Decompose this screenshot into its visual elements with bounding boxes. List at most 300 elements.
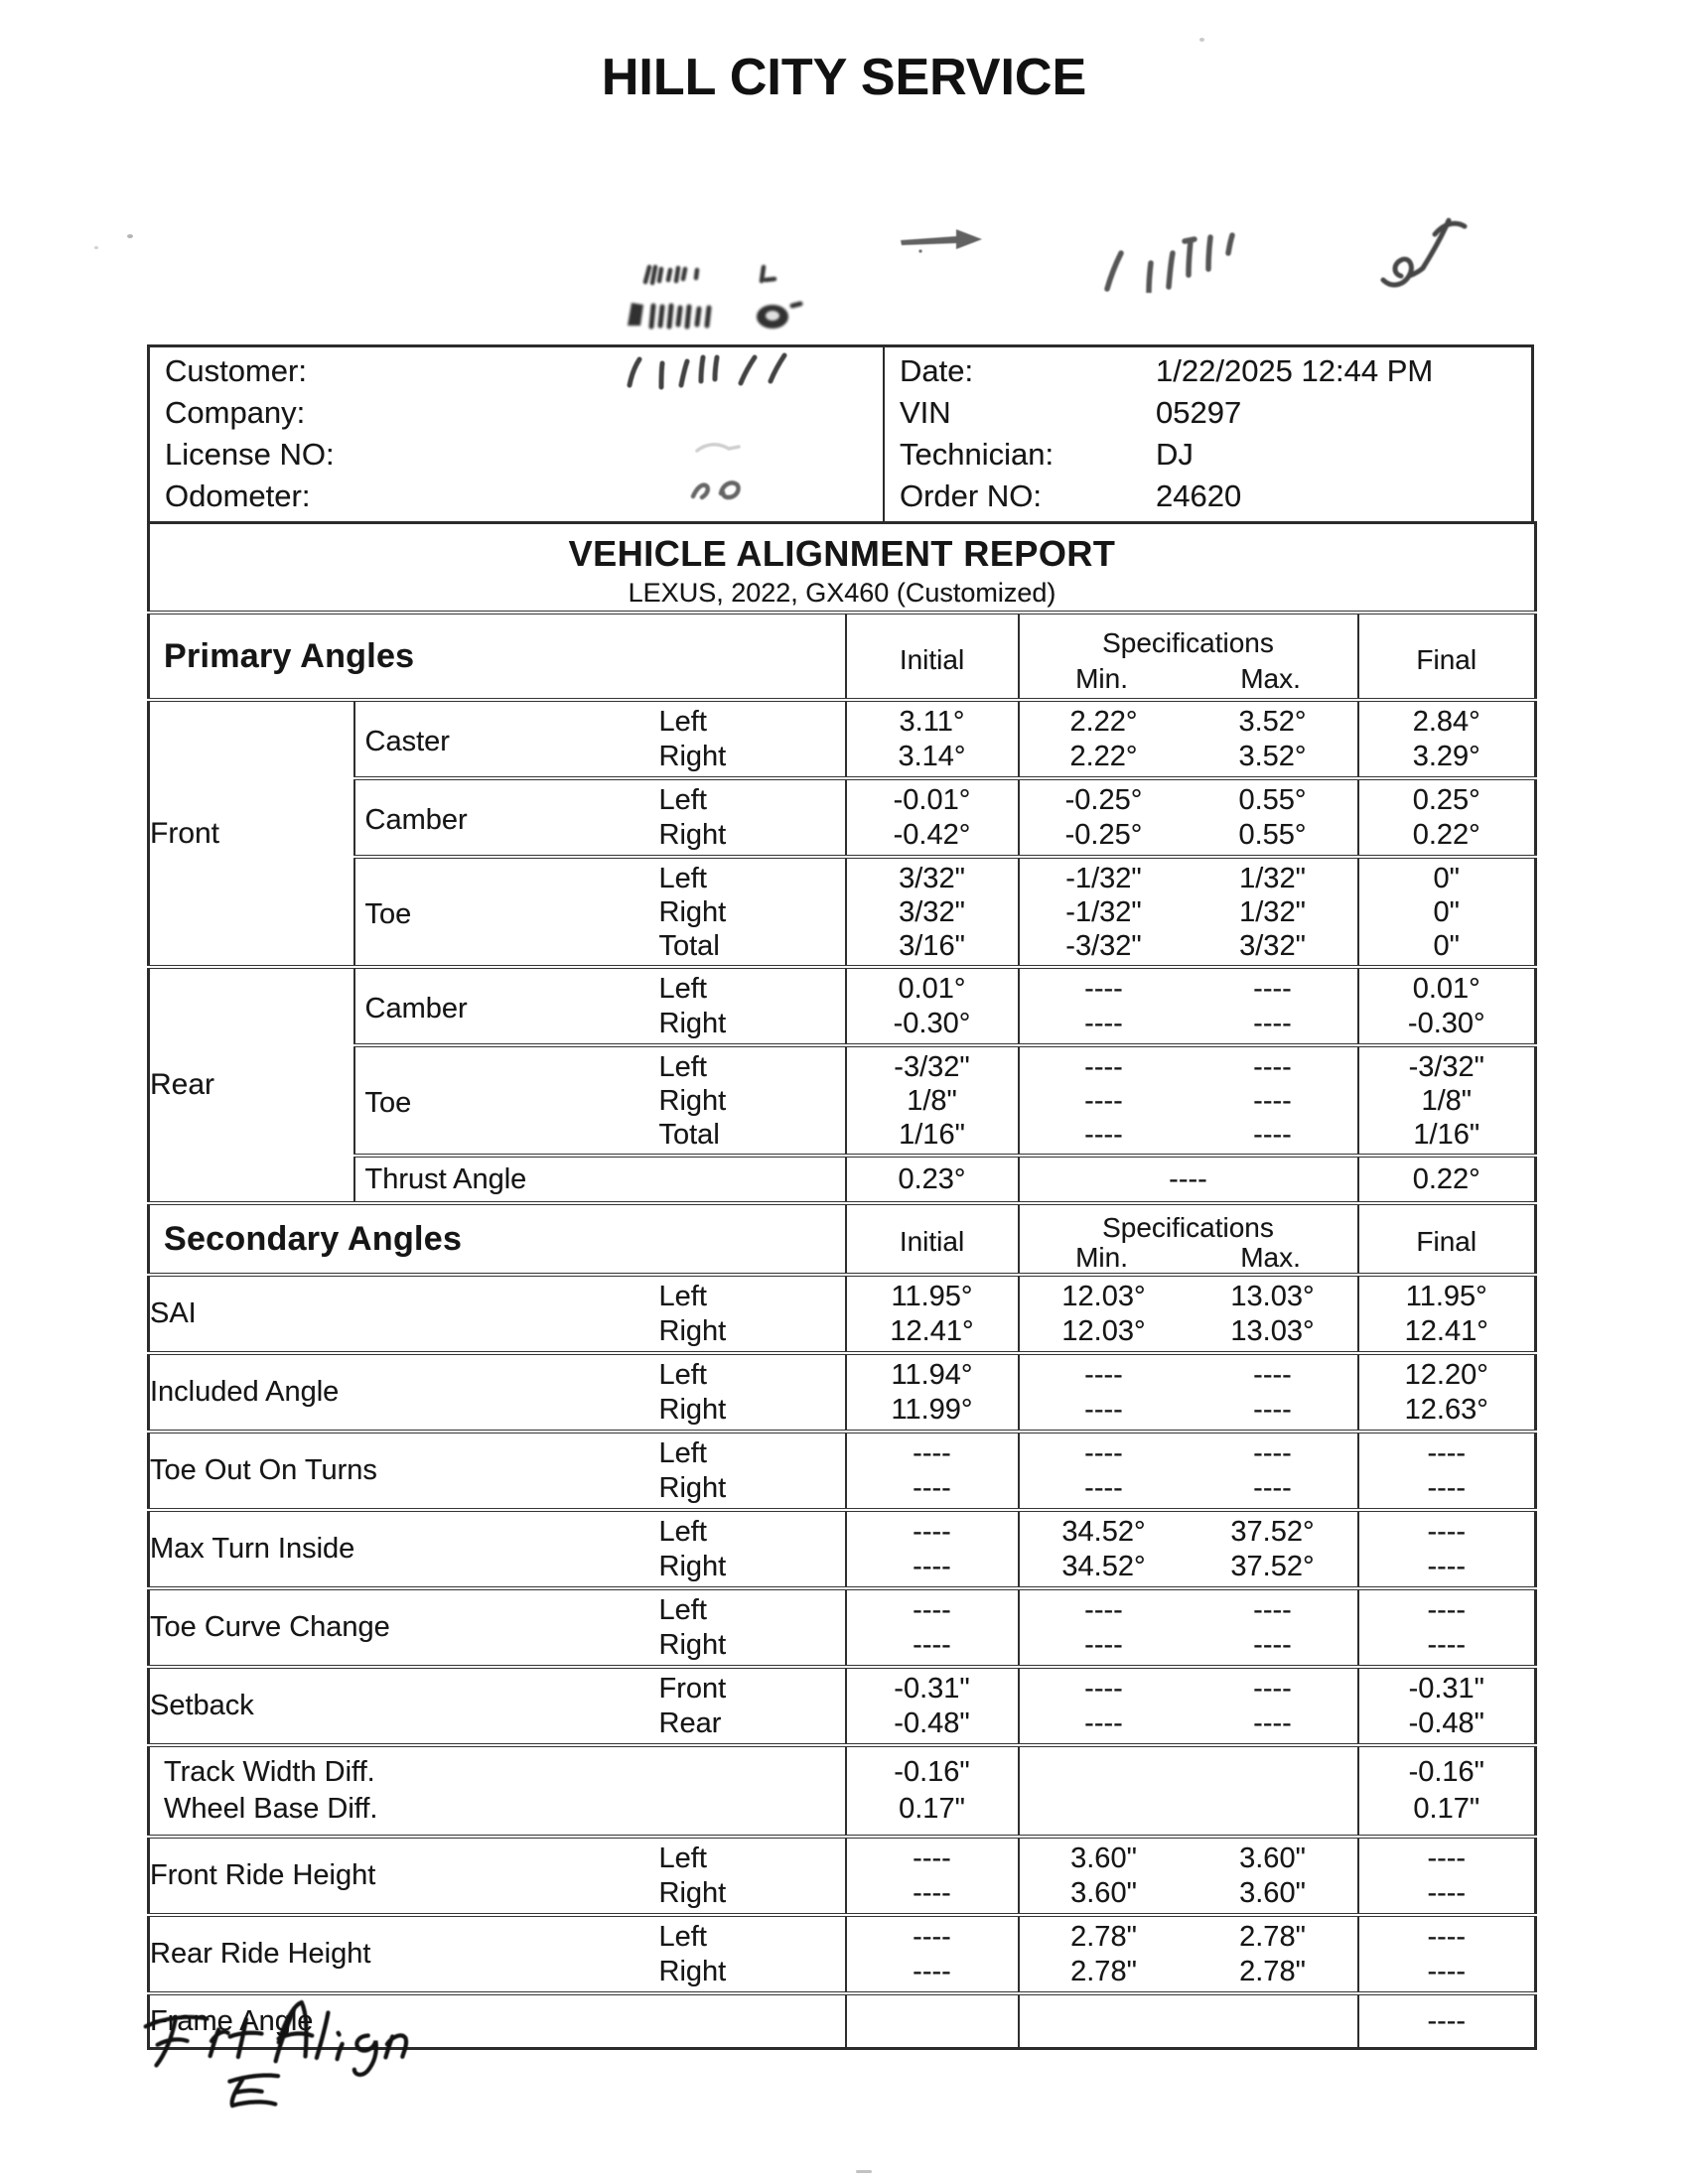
final-value-cell — [1358, 700, 1536, 778]
toe-label: Toe — [364, 1087, 412, 1119]
final-value: ---- — [1427, 1436, 1467, 1469]
spec-value-cell — [1019, 1156, 1358, 1203]
final-value: 2.84° — [1412, 705, 1480, 738]
initial-value: ---- — [913, 1471, 951, 1504]
pos-label: Left — [658, 972, 707, 1005]
front-ride-height-label: Front Ride Height — [149, 1837, 637, 1915]
specifications-column-header — [1019, 613, 1358, 700]
table-row — [149, 1275, 1536, 1353]
initial-value-cell — [846, 1837, 1019, 1915]
final-value: 0.17" — [1413, 1793, 1480, 1825]
max-value-cell — [1189, 1837, 1358, 1915]
table-row — [149, 1432, 1536, 1510]
final-value: ---- — [1427, 1515, 1467, 1548]
initial-column-header — [846, 613, 1019, 700]
max-value: 13.03° — [1230, 1280, 1315, 1312]
max-value: ---- — [1253, 1007, 1292, 1039]
initial-value: 1/8" — [907, 1084, 957, 1117]
pos-label: Left — [658, 1920, 707, 1953]
initial-value-cell — [846, 1745, 1019, 1837]
attr-label — [354, 700, 637, 778]
initial-value: 0.01° — [898, 972, 966, 1005]
min-value-cell — [1019, 1045, 1189, 1156]
vehicle-description: LEXUS, 2022, GX460 (Customized) — [628, 577, 1056, 608]
max-turn-inside-label: Max Turn Inside — [149, 1510, 637, 1588]
min-value: ---- — [1084, 1393, 1123, 1426]
toe-label: Toe — [364, 898, 412, 930]
max-value: 37.52° — [1230, 1515, 1315, 1548]
pos-label: Total — [658, 929, 720, 962]
pos-label: Left — [658, 1358, 707, 1391]
min-value-cell — [1019, 1837, 1189, 1915]
thrust-angle-label: Thrust Angle — [364, 1162, 527, 1195]
table-row — [149, 1510, 1536, 1588]
pos-label: Right — [658, 895, 727, 928]
pos-label: Right — [658, 1471, 727, 1504]
initial-value: 3.14° — [898, 740, 966, 772]
initial-value: ---- — [913, 1436, 951, 1469]
max-value: 3.60" — [1239, 1876, 1306, 1909]
wheel-base-diff-label: Wheel Base Diff. — [164, 1793, 378, 1825]
final-value: ---- — [1427, 1471, 1467, 1504]
info-row-company — [150, 392, 883, 434]
toe-out-on-turns-label: Toe Out On Turns — [149, 1432, 637, 1510]
table-row — [149, 1045, 1536, 1156]
secondary-angles-band — [149, 1203, 846, 1275]
initial-value: ---- — [913, 1515, 951, 1548]
rear-group-label: Rear — [149, 967, 354, 1203]
pos-label-cell — [637, 1353, 846, 1432]
min-value-cell — [1019, 1510, 1189, 1588]
initial-value: 11.94° — [891, 1358, 973, 1391]
pos-label: Right — [658, 1393, 727, 1426]
min-value: 12.03° — [1061, 1314, 1146, 1347]
initial-value: 0.23° — [898, 1162, 966, 1195]
scan-speck — [94, 246, 98, 249]
table-row — [149, 1203, 1536, 1275]
stamp-smudge-line2 — [624, 298, 804, 332]
max-value-cell — [1189, 1432, 1358, 1510]
initial-value: 0.17" — [899, 1793, 965, 1825]
vehicle-info-box — [147, 344, 1534, 521]
initial-value: 1/16" — [899, 1118, 965, 1151]
initial-value-cell — [846, 1353, 1019, 1432]
max-value: 3/32" — [1239, 929, 1306, 962]
initial-value: ---- — [913, 1593, 951, 1626]
initial-value-cell — [846, 1588, 1019, 1667]
min-value: 3.60" — [1070, 1876, 1137, 1909]
max-value-cell — [1189, 1915, 1358, 1993]
final-value: 3.29° — [1412, 740, 1480, 772]
max-value: 0.55° — [1238, 818, 1307, 851]
max-value: 0.55° — [1238, 783, 1307, 816]
pos-label: Right — [658, 1007, 727, 1039]
pos-label-cell — [637, 1432, 846, 1510]
pos-label: Left — [658, 1436, 707, 1469]
pos-label: Right — [658, 818, 727, 851]
date-value: 1/22/2025 12:44 PM — [1156, 353, 1434, 388]
max-value: ---- — [1253, 1593, 1292, 1626]
spec-value: ---- — [1169, 1162, 1207, 1195]
max-value: ---- — [1253, 1436, 1292, 1469]
initial-value: 3.11° — [899, 705, 965, 738]
min-value: ---- — [1084, 1471, 1123, 1504]
arrow-ink-mark — [899, 224, 988, 254]
included-angle-label: Included Angle — [149, 1353, 637, 1432]
initial-value: ---- — [913, 1628, 951, 1661]
min-value: ---- — [1084, 1706, 1123, 1739]
frame-angle-label: Frame Angle — [149, 1993, 846, 2049]
max-value: ---- — [1253, 1706, 1292, 1739]
final-value-cell — [1358, 1432, 1536, 1510]
max-value-cell — [1189, 967, 1358, 1045]
order-value: 24620 — [1156, 478, 1242, 513]
secondary-angles-title: Secondary Angles — [164, 1219, 463, 1258]
report-title-band — [149, 523, 1536, 614]
max-value: 13.03° — [1230, 1314, 1315, 1347]
initial-value-cell — [846, 1667, 1019, 1745]
max-value: 3.52° — [1238, 705, 1307, 738]
spec-blank-cell — [1019, 1745, 1358, 1837]
pos-label-cell — [637, 1045, 846, 1156]
min-value: ---- — [1084, 1118, 1123, 1151]
max-value-cell — [1189, 1510, 1358, 1588]
pos-label: Left — [658, 783, 707, 816]
date-label: Date: — [900, 353, 974, 388]
max-value: 1/32" — [1239, 895, 1306, 928]
stamp-smudge-line1 — [640, 260, 789, 288]
primary-angles-title: Primary Angles — [164, 636, 415, 675]
min-value: -0.25° — [1064, 818, 1143, 851]
max-value: ---- — [1253, 1118, 1292, 1151]
final-value: 0" — [1433, 929, 1460, 962]
max-value-cell — [1189, 1275, 1358, 1353]
specifications-header-label: Specifications — [1102, 1212, 1274, 1243]
pos-label-cell — [637, 1915, 846, 1993]
front-group-label: Front — [149, 700, 354, 967]
initial-value: -0.31" — [894, 1672, 970, 1705]
scan-speck — [856, 2170, 872, 2173]
max-value-cell — [1189, 1353, 1358, 1432]
initial-value-cell — [846, 1275, 1019, 1353]
pos-label: Left — [658, 1515, 707, 1548]
min-value: 2.22° — [1069, 740, 1138, 772]
initial-value-cell — [846, 1510, 1019, 1588]
pos-label: Rear — [658, 1706, 722, 1739]
initial-value: 11.99° — [891, 1393, 973, 1426]
final-value: 0.22° — [1412, 1162, 1480, 1195]
pos-label: Front — [658, 1672, 727, 1705]
diff-labels-cell — [149, 1745, 846, 1837]
min-value-cell — [1019, 1275, 1189, 1353]
initial-value: -0.42° — [893, 818, 971, 851]
initial-value: 3/32" — [899, 895, 965, 928]
pos-label: Total — [658, 1118, 720, 1151]
company-label: Company: — [165, 395, 306, 430]
table-row — [149, 1667, 1536, 1745]
max-value: 2.78" — [1239, 1920, 1306, 1953]
attr-label — [354, 967, 637, 1045]
final-value: 0.25° — [1412, 783, 1480, 816]
min-value-cell — [1019, 1915, 1189, 1993]
info-right-column — [885, 347, 1531, 521]
technician-value: DJ — [1156, 437, 1194, 472]
min-value: ---- — [1084, 972, 1123, 1005]
final-value: 0.01° — [1412, 972, 1480, 1005]
max-value: ---- — [1253, 1672, 1292, 1705]
max-value-cell — [1189, 700, 1358, 778]
table-row — [149, 778, 1536, 857]
initial-value-cell — [846, 1156, 1019, 1203]
pos-label: Left — [658, 1842, 707, 1874]
initial-value-cell — [846, 1045, 1019, 1156]
info-row-date — [885, 350, 1531, 392]
pos-label-cell — [637, 1667, 846, 1745]
initial-value-cell — [846, 857, 1019, 967]
min-value-cell — [1019, 1667, 1189, 1745]
pos-label: Right — [658, 1084, 727, 1117]
pos-label: Left — [658, 705, 707, 738]
max-value: 1/32" — [1239, 862, 1306, 894]
info-left-column — [150, 347, 885, 521]
min-header-label: Min. — [1075, 1242, 1128, 1273]
final-value-cell — [1358, 778, 1536, 857]
camber-label: Camber — [364, 804, 468, 836]
pos-label: Right — [658, 1550, 727, 1582]
final-value: 0" — [1433, 895, 1460, 928]
spec-blank-cell — [1019, 1993, 1358, 2049]
final-value-cell — [1358, 1667, 1536, 1745]
min-value: 2.78" — [1070, 1920, 1137, 1953]
max-value: 37.52° — [1230, 1550, 1315, 1582]
info-row-customer — [150, 350, 883, 392]
initial-value: ---- — [913, 1842, 951, 1874]
initial-value-cell — [846, 1915, 1019, 1993]
specifications-header-label: Specifications — [1102, 627, 1274, 658]
min-value: -0.25° — [1064, 783, 1143, 816]
pos-label: Left — [658, 862, 707, 894]
max-value: 3.60" — [1239, 1842, 1306, 1874]
vin-value: 05297 — [1156, 395, 1242, 430]
final-value: ---- — [1427, 1593, 1467, 1626]
initial-value: ---- — [913, 1920, 951, 1953]
initial-value: -0.30° — [893, 1007, 971, 1039]
max-value-cell — [1189, 1045, 1358, 1156]
scan-speck — [1199, 38, 1204, 42]
primary-angles-band — [149, 613, 846, 700]
final-value: 12.20° — [1404, 1358, 1488, 1391]
min-value: ---- — [1084, 1593, 1123, 1626]
camber-label: Camber — [364, 993, 468, 1024]
min-value: ---- — [1084, 1436, 1123, 1469]
initial-value: -3/32" — [894, 1050, 970, 1083]
customer-label: Customer: — [165, 353, 307, 388]
alignment-report-table — [147, 521, 1537, 2050]
table-row — [149, 1588, 1536, 1667]
final-value: -0.16" — [1408, 1756, 1484, 1788]
initial-value: ---- — [913, 1550, 951, 1582]
final-value: -0.30° — [1407, 1007, 1485, 1039]
initial-value-cell — [846, 700, 1019, 778]
pos-label-cell — [637, 700, 846, 778]
setback-label: Setback — [149, 1667, 637, 1745]
min-header-label: Min. — [1075, 663, 1128, 694]
pos-label-cell — [637, 1510, 846, 1588]
final-value: -3/32" — [1408, 1050, 1484, 1083]
max-value: ---- — [1253, 972, 1292, 1005]
min-value-cell — [1019, 1588, 1189, 1667]
min-value-cell — [1019, 857, 1189, 967]
min-value-cell — [1019, 967, 1189, 1045]
initial-value-cell — [846, 1993, 1019, 2049]
initial-header-label: Initial — [899, 644, 965, 675]
max-value: ---- — [1253, 1084, 1292, 1117]
table-row — [149, 857, 1536, 967]
pos-label-cell — [637, 1837, 846, 1915]
odometer-label: Odometer: — [165, 478, 311, 513]
initial-value: 12.41° — [890, 1314, 974, 1347]
initial-value: ---- — [913, 1955, 951, 1987]
table-row — [149, 613, 1536, 700]
min-value: 34.52° — [1061, 1515, 1146, 1548]
max-value: ---- — [1253, 1471, 1292, 1504]
initial-value: ---- — [913, 1876, 951, 1909]
min-value: ---- — [1084, 1007, 1123, 1039]
max-value: ---- — [1253, 1628, 1292, 1661]
final-value-cell — [1358, 1588, 1536, 1667]
min-value-cell — [1019, 1353, 1189, 1432]
ink-tick-marks — [1097, 213, 1266, 293]
license-label: License NO: — [165, 437, 335, 472]
vin-label: VIN — [900, 395, 951, 430]
final-value: ---- — [1427, 1920, 1467, 1953]
attr-label — [354, 857, 637, 967]
min-value-cell — [1019, 700, 1189, 778]
final-value-cell — [1358, 1915, 1536, 1993]
final-value-cell — [1358, 1745, 1536, 1837]
min-value: 3.60" — [1070, 1842, 1137, 1874]
min-value-cell — [1019, 1432, 1189, 1510]
min-value: -1/32" — [1065, 895, 1142, 928]
final-value: ---- — [1427, 1842, 1467, 1874]
report-title: VEHICLE ALIGNMENT REPORT — [568, 532, 1116, 574]
technician-label: Technician: — [900, 437, 1055, 472]
table-row — [149, 967, 1536, 1045]
table-row — [149, 1993, 1536, 2049]
final-value: ---- — [1427, 2004, 1467, 2037]
info-row-vin — [885, 392, 1531, 434]
sai-label: SAI — [149, 1275, 637, 1353]
pos-label-cell — [637, 857, 846, 967]
max-value-cell — [1189, 1667, 1358, 1745]
table-row — [149, 700, 1536, 778]
table-row — [149, 1156, 1536, 1203]
table-row — [149, 1745, 1536, 1837]
info-row-odometer — [150, 476, 883, 517]
final-value: ---- — [1427, 1955, 1467, 1987]
final-column-header — [1358, 613, 1536, 700]
shop-title: HILL CITY SERVICE — [601, 49, 1087, 106]
final-value-cell — [1358, 1156, 1536, 1203]
final-value-cell — [1358, 1353, 1536, 1432]
final-value: 12.63° — [1404, 1393, 1488, 1426]
caster-label: Caster — [364, 726, 450, 757]
final-value-cell — [1358, 1045, 1536, 1156]
pos-label: Right — [658, 1955, 727, 1987]
pos-label-cell — [637, 967, 846, 1045]
max-value: ---- — [1253, 1050, 1292, 1083]
initial-value-cell — [846, 778, 1019, 857]
final-header-label: Final — [1416, 644, 1477, 675]
min-value: 2.78" — [1070, 1955, 1137, 1987]
max-value: ---- — [1253, 1358, 1292, 1391]
final-value: ---- — [1427, 1876, 1467, 1909]
pos-label: Left — [658, 1050, 707, 1083]
pos-label: Right — [658, 740, 727, 772]
pos-label: Right — [658, 1628, 727, 1661]
final-value: 1/8" — [1421, 1084, 1473, 1117]
scan-speck — [127, 234, 133, 238]
max-header-label: Max. — [1240, 1242, 1301, 1273]
initial-value: -0.01° — [893, 783, 971, 816]
min-value: -1/32" — [1065, 862, 1142, 894]
final-value-cell — [1358, 1275, 1536, 1353]
final-value-cell — [1358, 1510, 1536, 1588]
max-value: ---- — [1253, 1393, 1292, 1426]
initial-value-cell — [846, 967, 1019, 1045]
min-value: ---- — [1084, 1358, 1123, 1391]
final-value: 1/16" — [1413, 1118, 1480, 1151]
pos-label-cell — [637, 1275, 846, 1353]
initial-value: -0.48" — [894, 1706, 970, 1739]
thrust-angle-label-cell — [354, 1156, 846, 1203]
final-header-label: Final — [1416, 1226, 1477, 1257]
final-value-cell — [1358, 1993, 1536, 2049]
final-value: -0.31" — [1408, 1672, 1484, 1705]
min-value: -3/32" — [1065, 929, 1142, 962]
ink-squiggle — [1375, 208, 1475, 298]
table-row — [149, 1837, 1536, 1915]
final-value: 0.22° — [1412, 818, 1480, 851]
min-value: 34.52° — [1061, 1550, 1146, 1582]
table-row — [149, 1353, 1536, 1432]
info-row-order — [885, 476, 1531, 517]
min-value: ---- — [1084, 1628, 1123, 1661]
final-value: ---- — [1427, 1550, 1467, 1582]
max-value-cell — [1189, 778, 1358, 857]
final-value: -0.48" — [1408, 1706, 1484, 1739]
final-value: 12.41° — [1404, 1314, 1488, 1347]
pos-label: Right — [658, 1314, 727, 1347]
specifications-column-header — [1019, 1203, 1358, 1275]
min-value: ---- — [1084, 1084, 1123, 1117]
initial-column-header — [846, 1203, 1019, 1275]
attr-label — [354, 1045, 637, 1156]
min-value-cell — [1019, 778, 1189, 857]
final-value: ---- — [1427, 1628, 1467, 1661]
final-value: 11.95° — [1405, 1280, 1487, 1312]
final-column-header — [1358, 1203, 1536, 1275]
initial-value: 3/16" — [899, 929, 965, 962]
pos-label: Right — [658, 1876, 727, 1909]
info-row-technician — [885, 434, 1531, 476]
initial-header-label: Initial — [899, 1226, 965, 1257]
initial-value-cell — [846, 1432, 1019, 1510]
pos-label-cell — [637, 1588, 846, 1667]
final-value-cell — [1358, 1837, 1536, 1915]
max-value: 3.52° — [1238, 740, 1307, 772]
rear-ride-height-label: Rear Ride Height — [149, 1915, 637, 1993]
